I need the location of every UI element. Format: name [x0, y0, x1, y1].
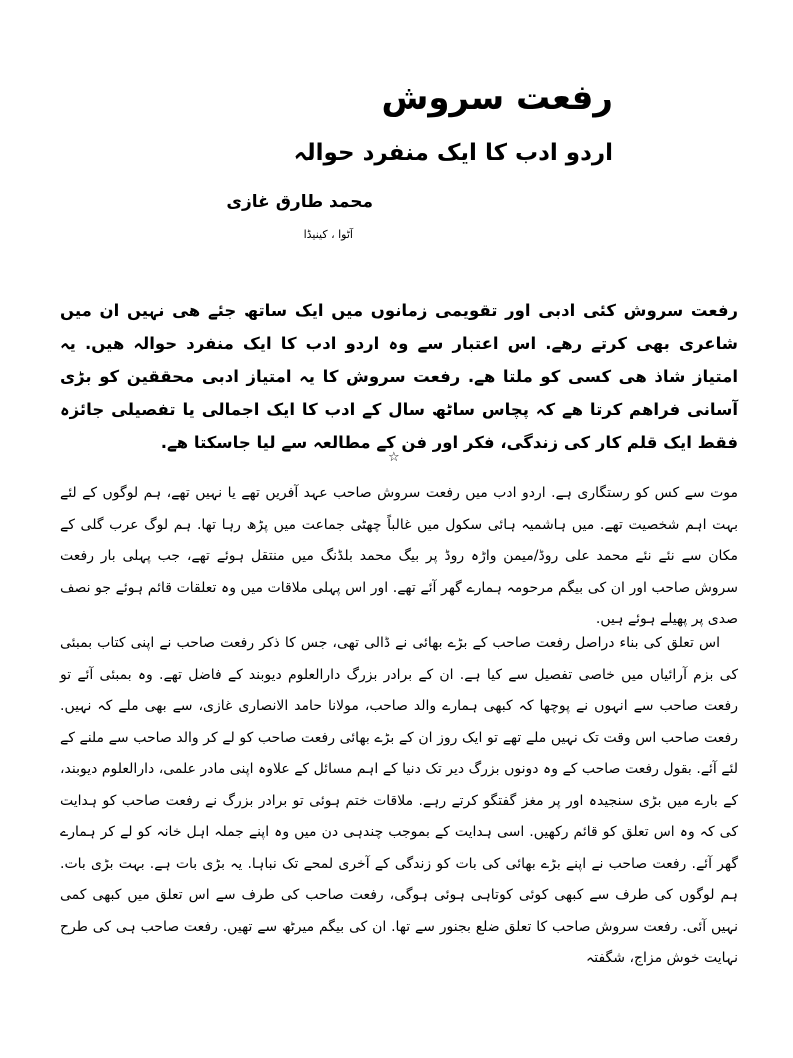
body-section-2: [60, 628, 738, 975]
author-name: محمد طارق غازی: [226, 192, 373, 212]
author-location: آٹوا ، کینیڈا: [303, 228, 353, 241]
star-separator-icon: ☆: [388, 450, 400, 465]
body-section-1: [60, 478, 738, 636]
intro-section: [60, 294, 738, 459]
body-paragraph-1: موت سے کس کو رستگاری ہے. اردو ادب میں رفعت سروش صاحب عہد آفریں تھے یا نہیں تھے، ہم لوگوں کے لئے بہت اہم شخصیت تھے. میں ہاشمیہ ہائی سکول میں غالباً چھٹی جماعت میں پڑھ رہا تھا. ہم لوگ عرب گلی کے مکان سے نئے نئے محمد علی روڈ/میمن واڑہ روڈ پر بیگ محمد بلڈنگ میں منتقل ہوئے تھے، جب پہلی بار رفعت سروش صاحب اور ان کی بیگم مرحومہ ہمارے گھر آئے تھے. اور اس پہلی ملاقات میں وہ تعلقات قائم ہوئے جو نصف صدی پر پھیلے ہوئے ہیں.: [60, 485, 738, 627]
intro-paragraph: رفعت سروش کئی ادبی اور تقویمی زمانوں میں ایک ساتھ جئے ھی نہیں ان میں شاعری بھی کرتے رھے. اس اعتبار سے وہ اردو ادب کا ایک منفرد حوالہ ھیں. یہ امتیاز شاذ ھی کسی کو ملتا ھے. رفعت سروش کا یہ امتیاز ادبی محققین کو بڑی آسانی فراھم کرتا ھے کہ پچاس ساٹھ سال کے ادب کا ایک اجمالی یا تفصیلی جائزہ فقط ایک قلم کار کی زندگی، فکر اور فن کے مطالعہ سے لیا جاسکتا ھے.: [60, 301, 738, 452]
article-title: رفعت سروش: [381, 78, 613, 118]
article-subtitle: اردو ادب کا ایک منفرد حوالہ: [293, 140, 613, 166]
body-paragraph-2: اس تعلق کی بناء دراصل رفعت صاحب کے بڑے بھائی نے ڈالی تھی، جس کا ذکر رفعت صاحب نے اپنی کتاب بمبئی کی بزم آرائیاں میں خاصی تفصیل سے کیا ہے. ان کے برادر بزرگ دارالعلوم دیوبند کے فاضل تھے. وہ بمبئی آئے تو رفعت صاحب سے انہوں نے پوچھا کہ کبھی ہمارے والد صاحب، مولانا حامد الانصاری غازی، سے بھی ملے کہ نہیں. رفعت صاحب اس وقت تک نہیں ملے تھے تو ایک روز ان کے بڑے بھائی رفعت صاحب کو لے کر والد صاحب سے ملنے کے لئے آئے. بقول رفعت صاحب کے وہ دونوں بزرگ دیر تک دنیا کے اہم مسائل کے علاوہ اپنی مادر علمی، دارالعلوم دیوبند، کے بارے میں بڑی سنجیدہ اور پر مغز گفتگو کرتے رہے. ملاقات ختم ہوئی تو برادر بزرگ نے رفعت صاحب کو ہدایت کی کہ وہ اس تعلق کو قائم رکھیں. اسی ہدایت کے بموجب چندہی دن میں وہ اپنے جملہ اہل خانہ کو لے کر ہمارے گھر آئے. رفعت صاحب نے اپنے بڑے بھائی کی بات کو زندگی کے آخری لمحے تک نباہا. یہ بڑی بات ہے. بہت بڑی بات. ہم لوگوں کی طرف سے کبھی کوئی کوتاہی ہوئی ہوگی، رفعت صاحب کی طرف سے اس تعلق میں کبھی کمی نہیں آئی. رفعت سروش صاحب کا تعلق ضلع بجنور سے تھا. ان کی بیگم میرٹھ سے تھیں. رفعت صاحب ہی کی طرح نہایت خوش مزاج، شگفتہ: [60, 635, 738, 966]
